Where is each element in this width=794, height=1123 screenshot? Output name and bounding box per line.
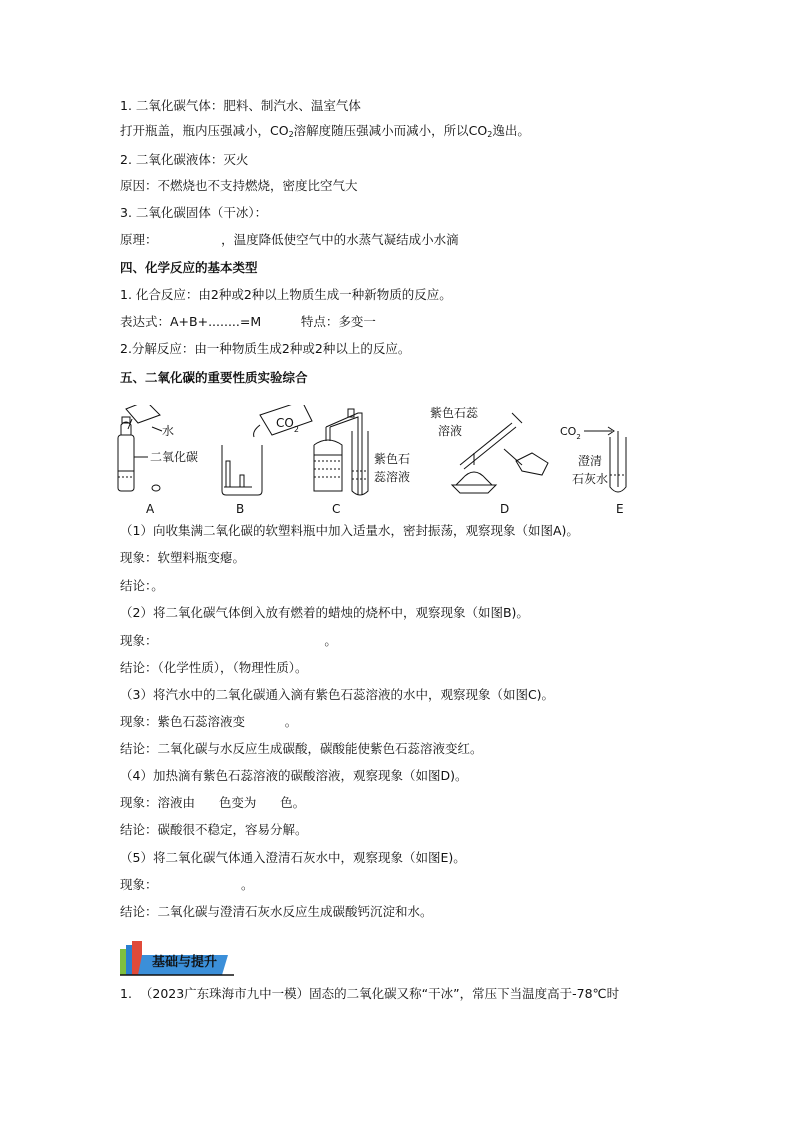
- line-co2-liquid: 2. 二氧化碳液体：灭火: [120, 152, 249, 167]
- section-heading-5: 五、二氧化碳的重要性质实验综合: [120, 370, 308, 385]
- label-d-litmus-2: 溶液: [438, 424, 463, 438]
- para-5: 现象： 。: [120, 633, 337, 648]
- label-co2-name: 二氧化碳: [150, 450, 199, 464]
- label-a: A: [146, 502, 155, 516]
- para-6: 结论：（化学性质），（物理性质）。: [120, 660, 308, 675]
- experiment-figure: [112, 405, 652, 517]
- text-part: 逸出。: [492, 123, 530, 138]
- para-10: （4）加热滴有紫色石蕊溶液的碳酸溶液，观察现象（如图D)。: [120, 768, 468, 783]
- fig-c-liquid: [314, 461, 368, 479]
- fig-c: [314, 409, 368, 495]
- para-11: 现象：溶液由 色变为 色。: [120, 795, 306, 810]
- para-12: 结论：碳酸很不稳定，容易分解。: [120, 822, 308, 837]
- para-4: （2）将二氧化碳气体倒入放有燃着的蜡烛的烧杯中，观察现象（如图B)。: [120, 605, 529, 620]
- line-co2-solid: 3. 二氧化碳固体（干冰）：: [120, 205, 268, 220]
- label-e-co2: [560, 425, 581, 441]
- label-c: C: [332, 502, 341, 516]
- label-e-lime-2: 石灰水: [572, 472, 609, 486]
- line-combination: 1. 化合反应：由2种或2种以上物质生成一种新物质的反应。: [120, 287, 452, 302]
- co2-formula: CO: [560, 425, 577, 438]
- fig-d: [452, 413, 548, 493]
- para-1: （1）向收集满二氧化碳的软塑料瓶中加入适量水，密封振荡，观察现象（如图A)。: [120, 523, 579, 538]
- question-1: 1. （2023广东珠海市九中一模）固态的二氧化碳又称“干冰”，常压下当温度高于-78℃时: [120, 986, 620, 1001]
- label-b: B: [236, 502, 245, 516]
- para-14: 现象： 。: [120, 877, 254, 892]
- para-15: 结论：二氧化碳与澄清石灰水反应生成碳酸钙沉淀和水。: [120, 904, 433, 919]
- co2-formula: CO: [276, 416, 294, 430]
- section-banner-title: 基础与提升: [152, 955, 218, 970]
- line-principle: 原理： ，温度降低使空气中的水蒸气凝结成小水滴: [120, 232, 459, 247]
- section-heading-4: 四、化学反应的基本类型: [120, 260, 258, 275]
- subscript: 2: [288, 130, 294, 139]
- label-d: D: [500, 502, 510, 516]
- label-d-litmus-1: 紫色石蕊: [430, 406, 479, 420]
- line-open-cap: [120, 122, 530, 144]
- label-e-lime-1: 澄清: [578, 454, 603, 468]
- label-e: E: [616, 502, 624, 516]
- line-expression: 表达式：A+B+........=M 特点：多变一: [120, 314, 376, 329]
- fig-b: [222, 405, 312, 495]
- fig-a: [118, 405, 162, 491]
- text-part: 溶解度随压强减小而减小，所以CO: [293, 123, 488, 138]
- subscript: 2: [487, 130, 493, 139]
- para-7: （3）将汽水中的二氧化碳通入滴有紫色石蕊溶液的水中，观察现象（如图C)。: [120, 687, 555, 702]
- label-c-litmus-1: 紫色石: [374, 452, 411, 466]
- label-c-litmus-2: 蕊溶液: [374, 470, 411, 484]
- co2-sub: 2: [576, 433, 581, 441]
- label-water: 水: [162, 424, 175, 438]
- text-part: 打开瓶盖，瓶内压强减小，CO: [120, 123, 289, 138]
- para-13: （5）将二氧化碳气体通入澄清石灰水中，观察现象（如图E)。: [120, 850, 466, 865]
- co2-sub: 2: [293, 424, 299, 434]
- para-3: 结论：。: [120, 578, 164, 593]
- line-reason: 原因：不燃烧也不支持燃烧，密度比空气大: [120, 178, 358, 193]
- para-8: 现象：紫色石蕊溶液变 。: [120, 714, 298, 729]
- para-2: 现象：软塑料瓶变瘪。: [120, 550, 246, 565]
- line-decomposition: 2.分解反应：由一种物质生成2种或2种以上的反应。: [120, 341, 411, 356]
- label-b-co2: [276, 416, 299, 434]
- para-9: 结论：二氧化碳与水反应生成碳酸，碳酸能使紫色石蕊溶液变红。: [120, 741, 483, 756]
- line-co2-gas: 1. 二氧化碳气体：肥料、制汽水、温室气体: [120, 98, 361, 113]
